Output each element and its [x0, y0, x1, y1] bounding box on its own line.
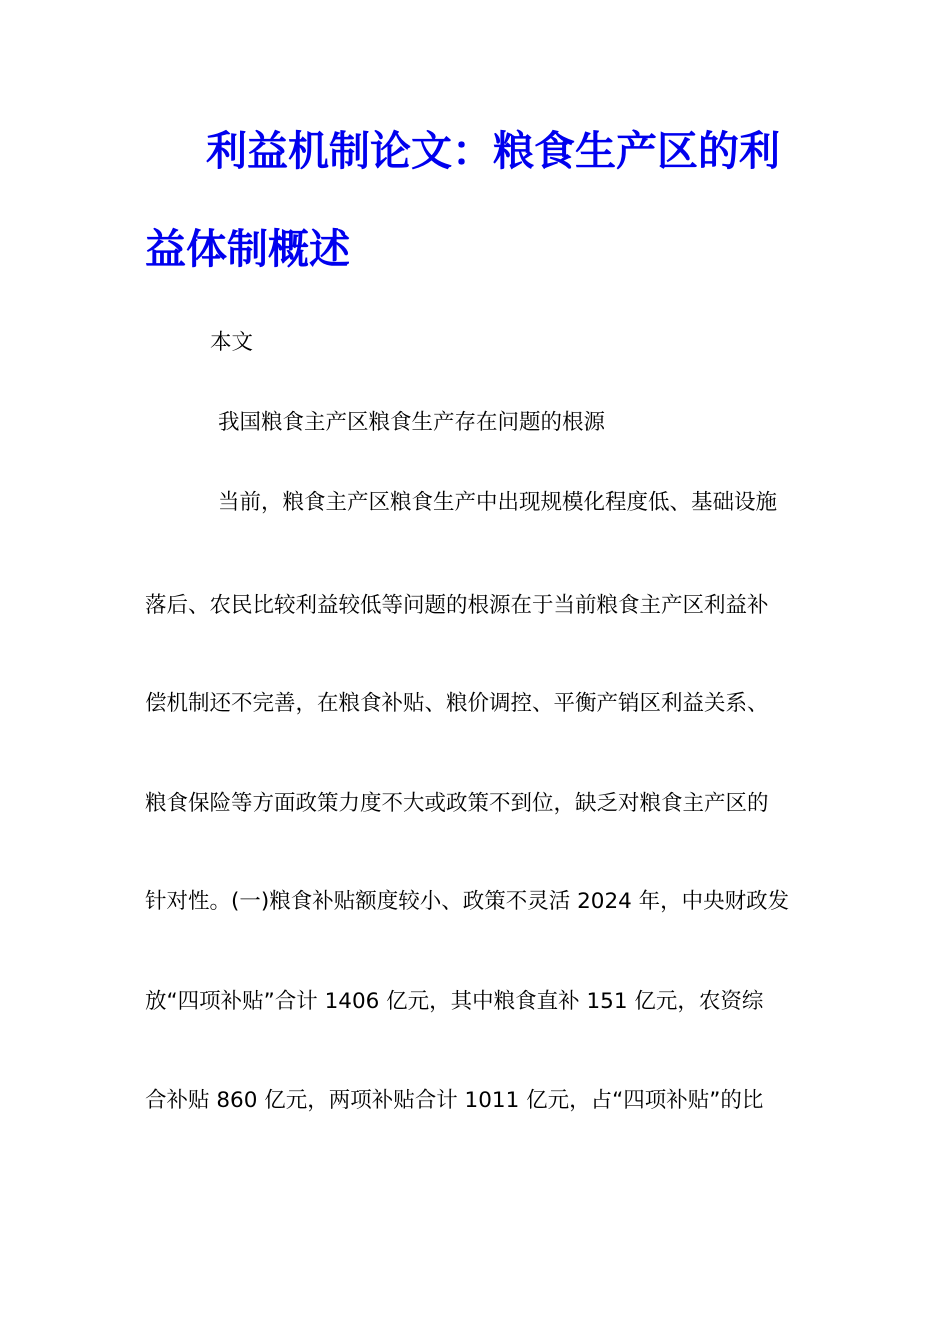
body-line-4: 粮食保险等方面政策力度不大或政策不到位，缺乏对粮食主产区的 — [145, 791, 769, 816]
body-line-2: 落后、农民比较利益较低等问题的根源在于当前粮食主产区利益补 — [145, 593, 769, 618]
body-line-7: 合补贴 860 亿元，两项补贴合计 1011 亿元，占“四项补贴”的比 — [145, 1088, 764, 1113]
section-label: 本文 — [210, 330, 254, 355]
body-line-3: 偿机制还不完善，在粮食补贴、粮价调控、平衡产销区利益关系、 — [145, 691, 769, 716]
document-title-line-1: 利益机制论文：粮食生产区的利 — [206, 127, 780, 175]
body-line-1: 当前，粮食主产区粮食生产中出现规模化程度低、基础设施 — [218, 490, 778, 515]
body-line-6: 放“四项补贴”合计 1406 亿元，其中粮食直补 151 亿元，农资综 — [145, 989, 764, 1014]
section-subheading: 我国粮食主产区粮食生产存在问题的根源 — [218, 410, 606, 435]
body-line-5: 针对性。(一)粮食补贴额度较小、政策不灵活 2024 年，中央财政发 — [145, 889, 790, 914]
document-title-line-2: 益体制概述 — [145, 225, 350, 273]
